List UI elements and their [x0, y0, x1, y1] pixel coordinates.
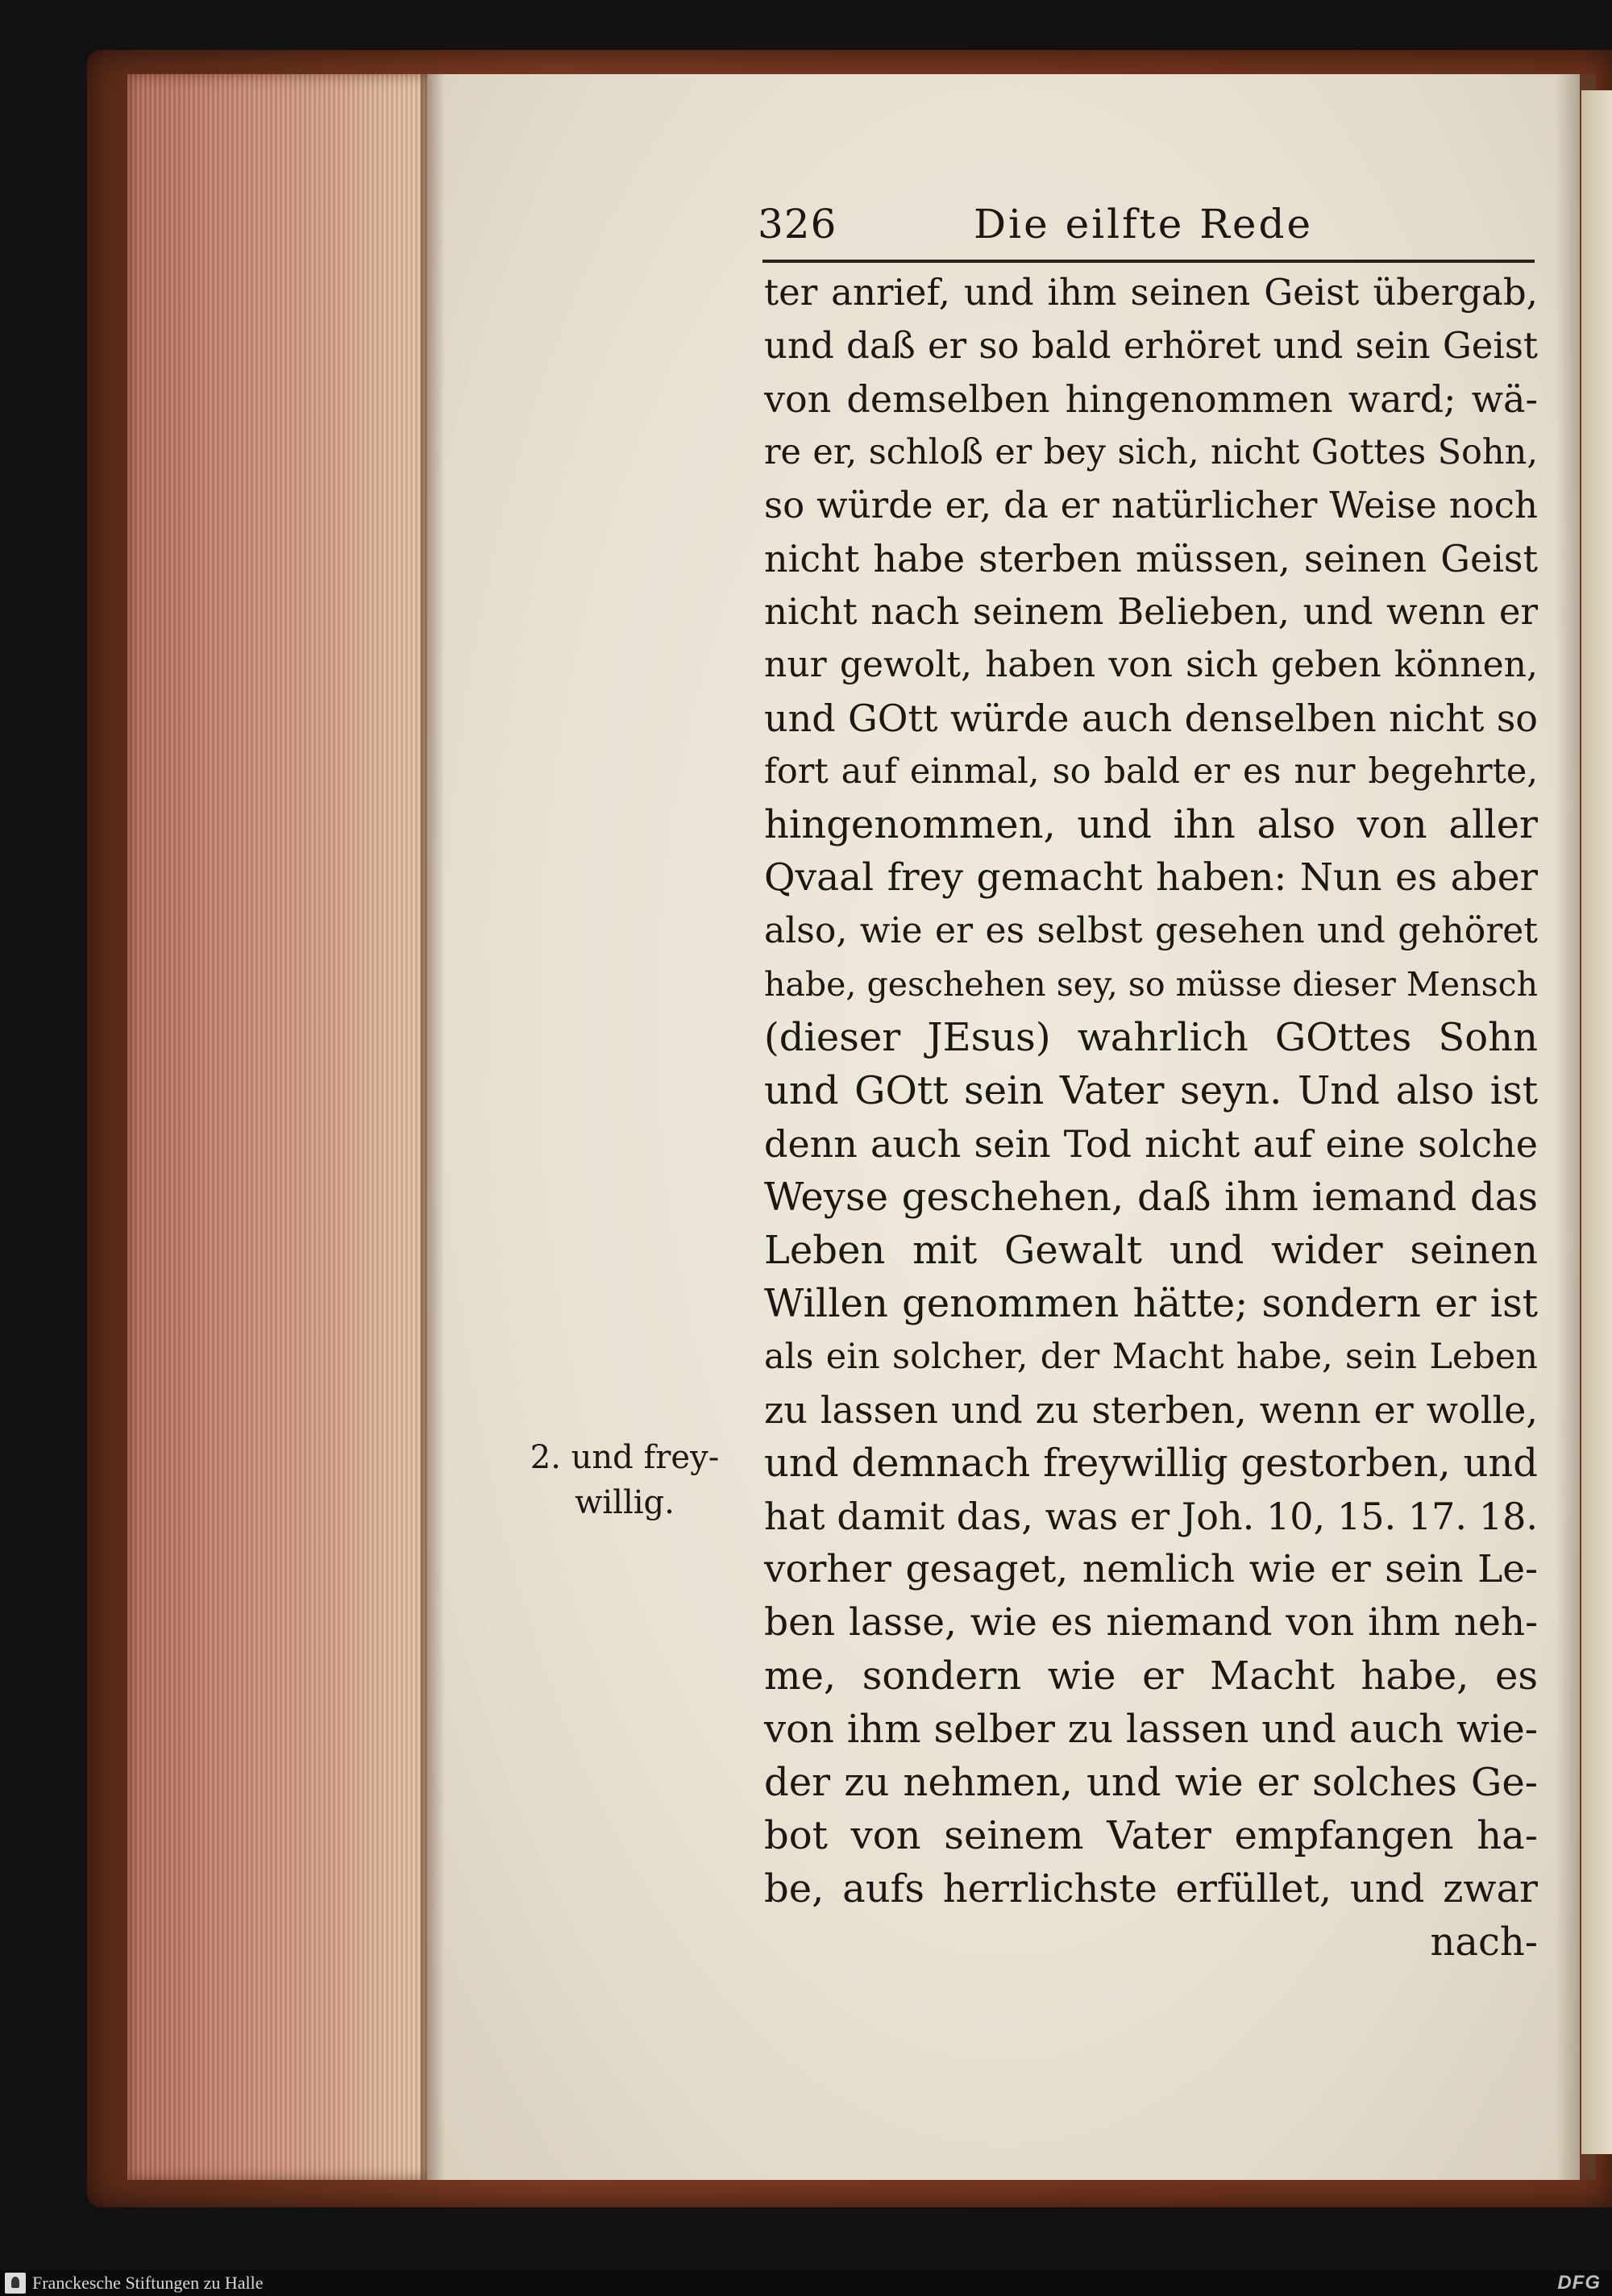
text-line: (dieser JEsus) wahrlich GOttes Sohn: [764, 1015, 1538, 1060]
running-head-rule: [762, 260, 1535, 263]
text-line: nicht habe sterben müssen, seinen Geist: [764, 537, 1538, 580]
text-line: und GOtt würde auch denselben nicht so: [764, 697, 1538, 740]
facing-page-edge: [1581, 90, 1612, 2154]
text-line: Qvaal frey gemacht haben: Nun es aber: [764, 855, 1538, 900]
text-line: vorher gesaget, nemlich wie er sein Le-: [764, 1547, 1538, 1591]
page-number: 326: [758, 201, 837, 247]
text-line: und demnach freywillig gestorben, und: [764, 1441, 1538, 1486]
text-line: als ein solcher, der Macht habe, sein Leben: [764, 1337, 1538, 1377]
text-line: fort auf einmal, so bald er es nur begehrte,: [764, 751, 1538, 792]
text-line: bot von seinem Vater empfangen ha-: [764, 1813, 1538, 1858]
margin-note: [516, 1435, 733, 1525]
text-line: be, aufs herrlichste erfüllet, und zwar: [764, 1866, 1538, 1911]
text-line: also, wie er es selbst gesehen und gehöret: [764, 910, 1538, 951]
catchword: nach-: [1430, 1920, 1538, 1965]
page-edge-shadow: [421, 74, 445, 2180]
page-edges: [127, 74, 432, 2180]
text-line: nur gewolt, haben von sich geben können,: [764, 644, 1538, 685]
text-line: und GOtt sein Vater seyn. Und also ist: [764, 1068, 1538, 1113]
margin-note-line: 2. und frey-: [530, 1439, 720, 1476]
text-line: ben lasse, wie es niemand von ihm neh-: [764, 1600, 1538, 1645]
text-line: habe, geschehen sey, so müsse dieser Mensch: [764, 965, 1538, 1004]
text-line: ter anrief, und ihm seinen Geist übergab,: [764, 271, 1538, 314]
text-line: re er, schloß er bey sich, nicht Gottes Sohn,: [764, 432, 1538, 472]
text-line: von demselben hingenommen ward; wä-: [764, 377, 1538, 421]
institution-logo-icon: [5, 2273, 26, 2294]
text-line: hingenommen, und ihn also von aller: [764, 802, 1538, 847]
text-line: Leben mit Gewalt und wider seinen: [764, 1228, 1538, 1273]
text-line: der zu nehmen, und wie er solches Ge-: [764, 1760, 1538, 1805]
running-head-title: Die eilfte Rede: [974, 201, 1314, 247]
body-text: [764, 266, 1538, 1969]
footer-institution: Franckesche Stiftungen zu Halle: [32, 2273, 264, 2293]
text-line: zu lassen und zu sterben, wenn er wolle,: [764, 1388, 1538, 1432]
text-line: Weyse geschehen, daß ihm iemand das: [764, 1175, 1538, 1220]
text-line: hat damit das, was er Joh. 10, 15. 17. 18.: [764, 1495, 1538, 1538]
text-line: nicht nach seinem Belieben, und wenn er: [764, 590, 1538, 633]
margin-note-line: willig.: [575, 1484, 675, 1521]
text-line: so würde er, da er natürlicher Weise noch: [764, 484, 1538, 526]
footer-dfg-logo: DFG: [1557, 2272, 1601, 2294]
text-line: von ihm selber zu lassen und auch wie-: [764, 1707, 1538, 1752]
text-line: me, sondern wie er Macht habe, es: [764, 1653, 1538, 1699]
text-line: und daß er so bald erhöret und sein Geist: [764, 324, 1538, 367]
text-line: denn auch sein Tod nicht auf eine solche: [764, 1122, 1538, 1166]
text-line: Willen genommen hätte; sondern er ist: [764, 1281, 1538, 1326]
